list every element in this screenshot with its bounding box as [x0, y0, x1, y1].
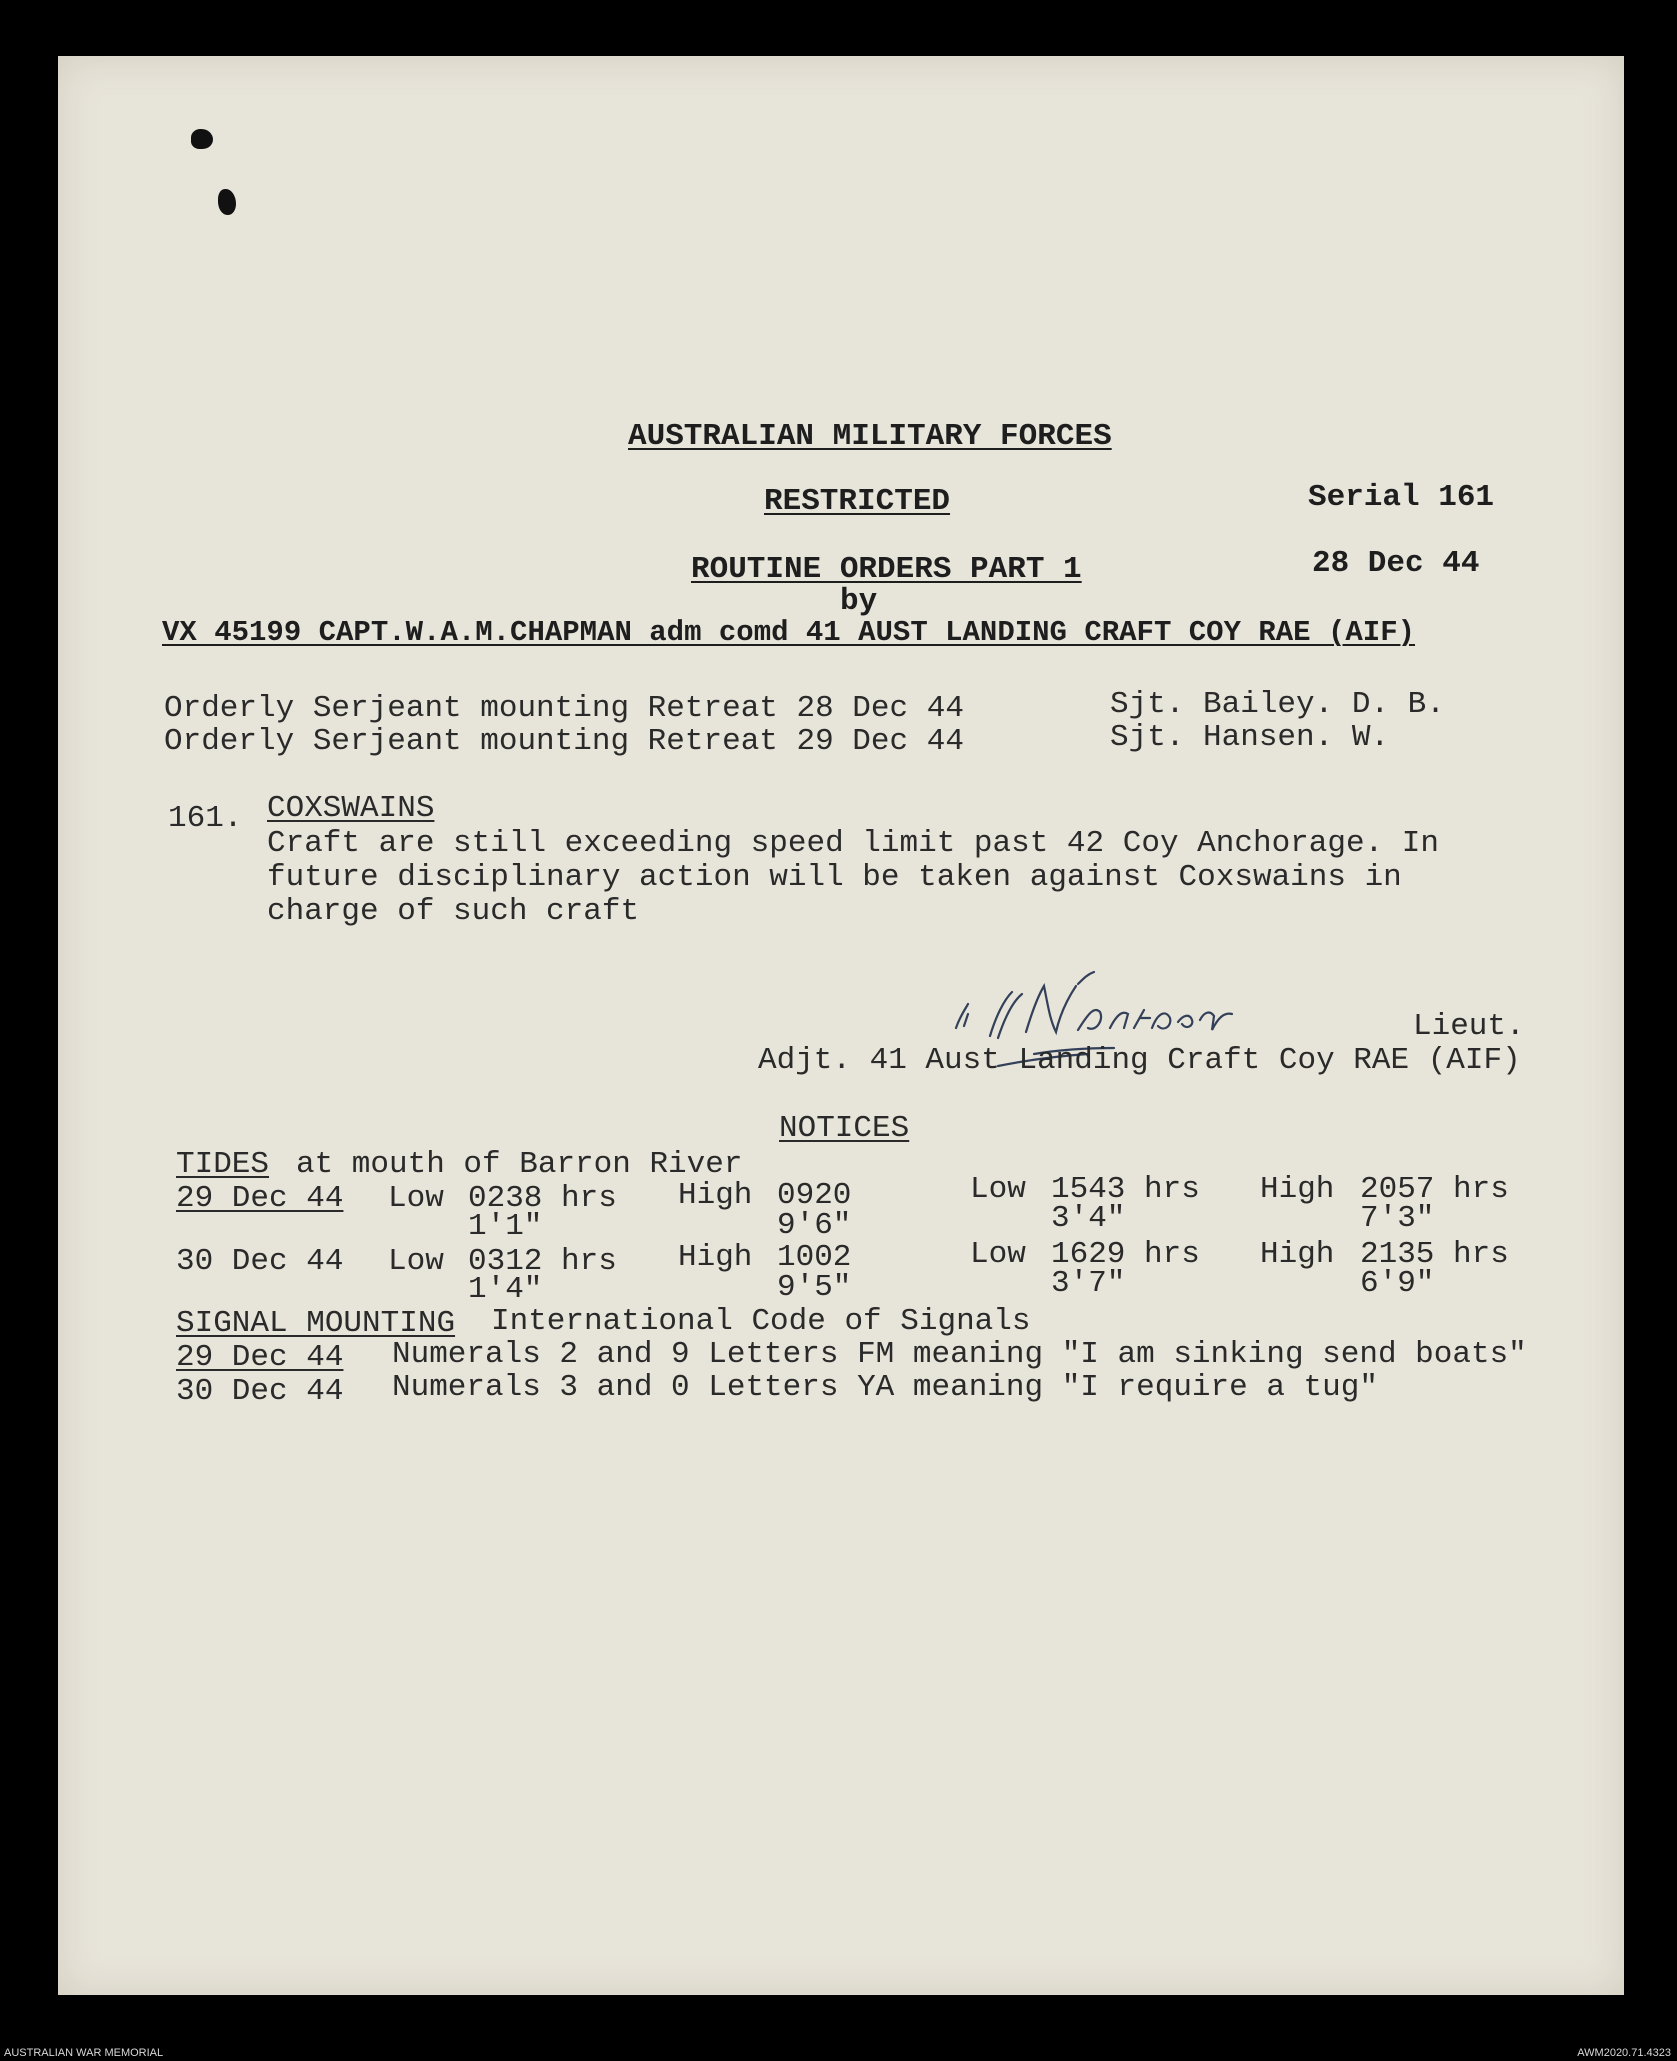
notices-heading: NOTICES — [779, 1111, 910, 1146]
footer-accession: AWM2020.71.4323 — [1577, 2047, 1671, 2059]
tide-kind: Low — [388, 1181, 444, 1216]
tide-height: 3'4" — [1051, 1201, 1126, 1236]
signal-text: Numerals 2 and 9 Letters FM meaning "I am sinking send boats" — [392, 1337, 1527, 1372]
signals-label: SIGNAL MOUNTING — [176, 1306, 456, 1341]
tide-kind: Low — [388, 1244, 444, 1279]
tide-kind: High — [1260, 1172, 1335, 1207]
serial-number: Serial 161 — [1308, 480, 1495, 515]
tide-kind: Low — [970, 1237, 1026, 1272]
tide-height: 3'7" — [1051, 1266, 1126, 1301]
tide-time: 2135 hrs — [1360, 1237, 1509, 1272]
punch-hole — [218, 189, 236, 215]
org-heading: AUSTRALIAN MILITARY FORCES — [628, 419, 1112, 454]
tide-time: 0312 hrs — [468, 1244, 617, 1279]
order-line: Craft are still exceeding speed limit past 42 Coy Anchorage. In — [267, 826, 1439, 861]
orderly-duty: Orderly Serjeant mounting Retreat 28 Dec 44 — [164, 691, 964, 726]
tides-label: TIDES — [176, 1147, 270, 1182]
order-number: 161. — [168, 801, 243, 836]
tide-kind: High — [1260, 1237, 1335, 1272]
tide-time: 1002 — [777, 1240, 852, 1275]
orderly-name: Sjt. Hansen. W. — [1110, 720, 1390, 755]
handwritten-signature — [938, 956, 1418, 1106]
orderly-duty: Orderly Serjeant mounting Retreat 29 Dec 44 — [164, 724, 964, 759]
tide-height: 7'3" — [1360, 1201, 1435, 1236]
tide-kind: High — [678, 1240, 753, 1275]
tide-height: 6'9" — [1360, 1266, 1435, 1301]
signature-rank: Lieut. — [1413, 1009, 1525, 1044]
signal-date: 29 Dec 44 — [176, 1340, 344, 1375]
tide-kind: High — [678, 1178, 753, 1213]
tide-height: 9'6" — [777, 1208, 852, 1243]
signals-code: International Code of Signals — [491, 1304, 1031, 1339]
tide-time: 2057 hrs — [1360, 1172, 1509, 1207]
tide-date: 29 Dec 44 — [176, 1181, 344, 1216]
orderly-name: Sjt. Bailey. D. B. — [1110, 687, 1445, 722]
order-line: future disciplinary action will be taken against Coxswains in — [267, 860, 1402, 895]
tide-time: 1543 hrs — [1051, 1172, 1200, 1207]
tide-date: 30 Dec 44 — [176, 1244, 344, 1279]
tide-time: 0238 hrs — [468, 1181, 617, 1216]
tide-height: 1'1" — [468, 1209, 543, 1244]
footer-credit: AUSTRALIAN WAR MEMORIAL — [4, 2047, 164, 2059]
order-line: charge of such craft — [267, 894, 640, 929]
orders-title: ROUTINE ORDERS PART 1 — [691, 552, 1082, 587]
by-word: by — [840, 584, 878, 619]
tide-height: 9'5" — [777, 1270, 852, 1305]
orders-date: 28 Dec 44 — [1312, 546, 1480, 581]
tide-height: 1'4" — [468, 1272, 543, 1307]
tide-time: 0920 — [777, 1178, 852, 1213]
commander-line: VX 45199 CAPT.W.A.M.CHAPMAN adm comd 41 AUST LANDING CRAFT COY RAE (AIF) — [162, 616, 1416, 649]
tide-kind: Low — [970, 1172, 1026, 1207]
document-page — [58, 56, 1624, 1995]
tide-time: 1629 hrs — [1051, 1237, 1200, 1272]
signal-date: 30 Dec 44 — [176, 1374, 344, 1409]
punch-hole — [191, 129, 213, 149]
signature-appointment: Adjt. 41 Aust Landing Craft Coy RAE (AIF) — [758, 1043, 1521, 1078]
signal-text: Numerals 3 and 0 Letters YA meaning "I require a tug" — [392, 1370, 1378, 1405]
classification: RESTRICTED — [764, 484, 951, 519]
order-heading: COXSWAINS — [267, 791, 435, 826]
tides-location: at mouth of Barron River — [296, 1147, 743, 1182]
